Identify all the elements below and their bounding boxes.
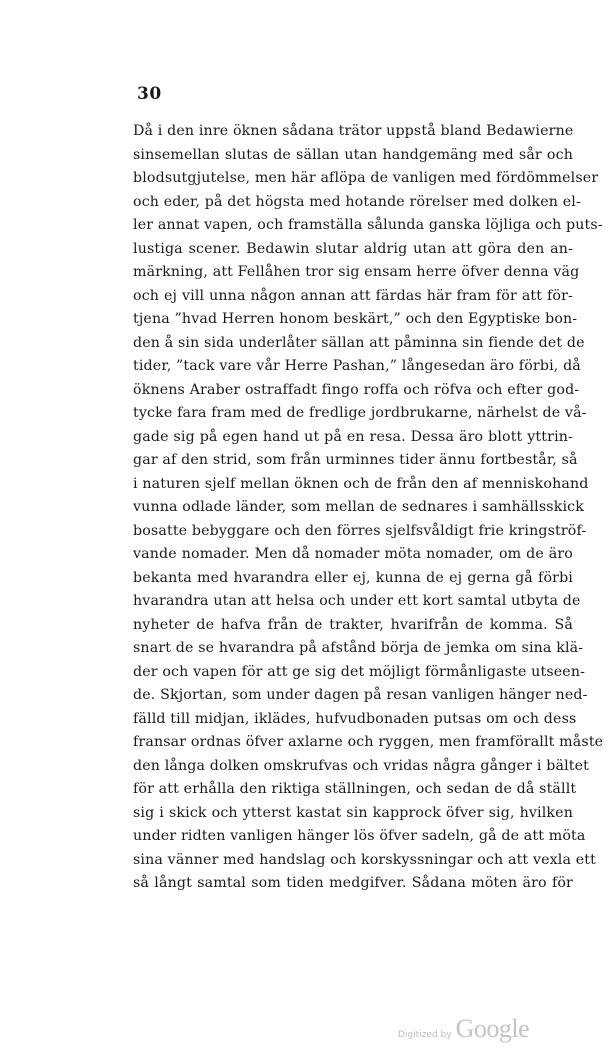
text-line: bosatte bebyggare och den förres sjelfsvåldigt frie kringströf-: [133, 522, 587, 539]
text-line: tycke fara fram med de fredlige jordbrukarne, närhelst de vå-: [133, 405, 587, 421]
text-line: öknens Araber ostraffadt fingo roffa och röfva och efter god-: [133, 381, 580, 398]
text-line: i naturen sjelf mellan öknen och de från den af menniskohand: [133, 475, 589, 492]
text-line: tjena ”hvad Herren honom beskärt,” och den Egyptiske bon-: [133, 311, 578, 327]
text-line: de. Skjortan, som under dagen på resan vanligen hänger ned-: [133, 687, 588, 703]
text-line: tider, ”tack vare vår Herre Pashan,” långesedan äro förbi, då: [133, 358, 581, 374]
text-line: snart de se hvarandra på afstånd börja de jemka om sina klä-: [133, 640, 584, 656]
page-number: 30: [137, 84, 162, 104]
text-line: den långa dolken omskrufvas och vridas några gånger i bältet: [133, 757, 590, 774]
text-line: ler annat vapen, och framställa sålunda ganska löjliga och puts-: [133, 217, 603, 233]
text-line: nyheter de hafva från de trakter, hvarifrån de komma. Så: [133, 616, 573, 633]
text-line: hvarandra utan att helsa och under ett kort samtal utbyta de: [133, 593, 581, 609]
text-line: sig i skick och ytterst kastat sin kapprock öfver sig, hvilken: [133, 804, 573, 821]
text-line: vunna odlade länder, som mellan de sednares i samhällsskick: [133, 499, 584, 515]
text-line: sinsemellan slutas de sällan utan handgemäng med sår och: [133, 146, 573, 163]
text-line: gar af den strid, som från urminnes tider ännu fortbestår, så: [133, 452, 578, 468]
text-line: lustiga scener. Bedawin slutar aldrig utan att göra den an-: [133, 240, 573, 257]
text-line: för att erhålla den riktiga ställningen, och sedan de då ställt: [133, 781, 577, 797]
text-line: vande nomader. Men då nomader möta nomader, om de äro: [133, 546, 573, 562]
text-line: under ridten vanligen hänger lös öfver sadeln, gå de att möta: [133, 828, 586, 844]
text-line: der och vapen för att ge sig det möjligt förmånligaste utseen-: [133, 663, 586, 680]
text-line: Då i den inre öknen sådana trätor uppstå bland Bedawierne: [133, 123, 574, 139]
text-line: gade sig på egen hand ut på en resa. Dessa äro blott yttrin-: [133, 428, 573, 445]
text-line: sina vänner med handslag och korskyssningar och att vexla ett: [133, 851, 597, 868]
text-line: fälld till midjan, iklädes, hufvudbonaden putsas om och dess: [133, 710, 577, 727]
text-line: och ej vill unna någon annan att färdas här fram för att för-: [133, 287, 573, 304]
text-line: och eder, på det högsta med hotande rörelser med dolken el-: [133, 193, 581, 210]
google-logo: Google: [455, 1014, 530, 1043]
text-line: fransar ordnas öfver axlarne och ryggen, men framförallt måste: [133, 734, 604, 750]
body-text: [133, 120, 604, 896]
digitized-watermark: [398, 1014, 529, 1044]
text-line: bekanta med hvarandra eller ej, kunna de ej gerna gå förbi: [133, 569, 573, 586]
text-line: blodsutgjutelse, men här aflöpa de vanligen med fördömmelser: [133, 170, 599, 186]
text-line: den å sin sida underlåter sällan att påminna sin fiende det de: [133, 334, 585, 351]
text-line: så långt samtal som tiden medgifver. Sådana möten äro för: [133, 875, 573, 891]
digitized-by-label: Digitized by: [398, 1030, 452, 1040]
text-line: märkning, att Fellåhen tror sig ensam herre öfver denna väg: [133, 264, 580, 280]
